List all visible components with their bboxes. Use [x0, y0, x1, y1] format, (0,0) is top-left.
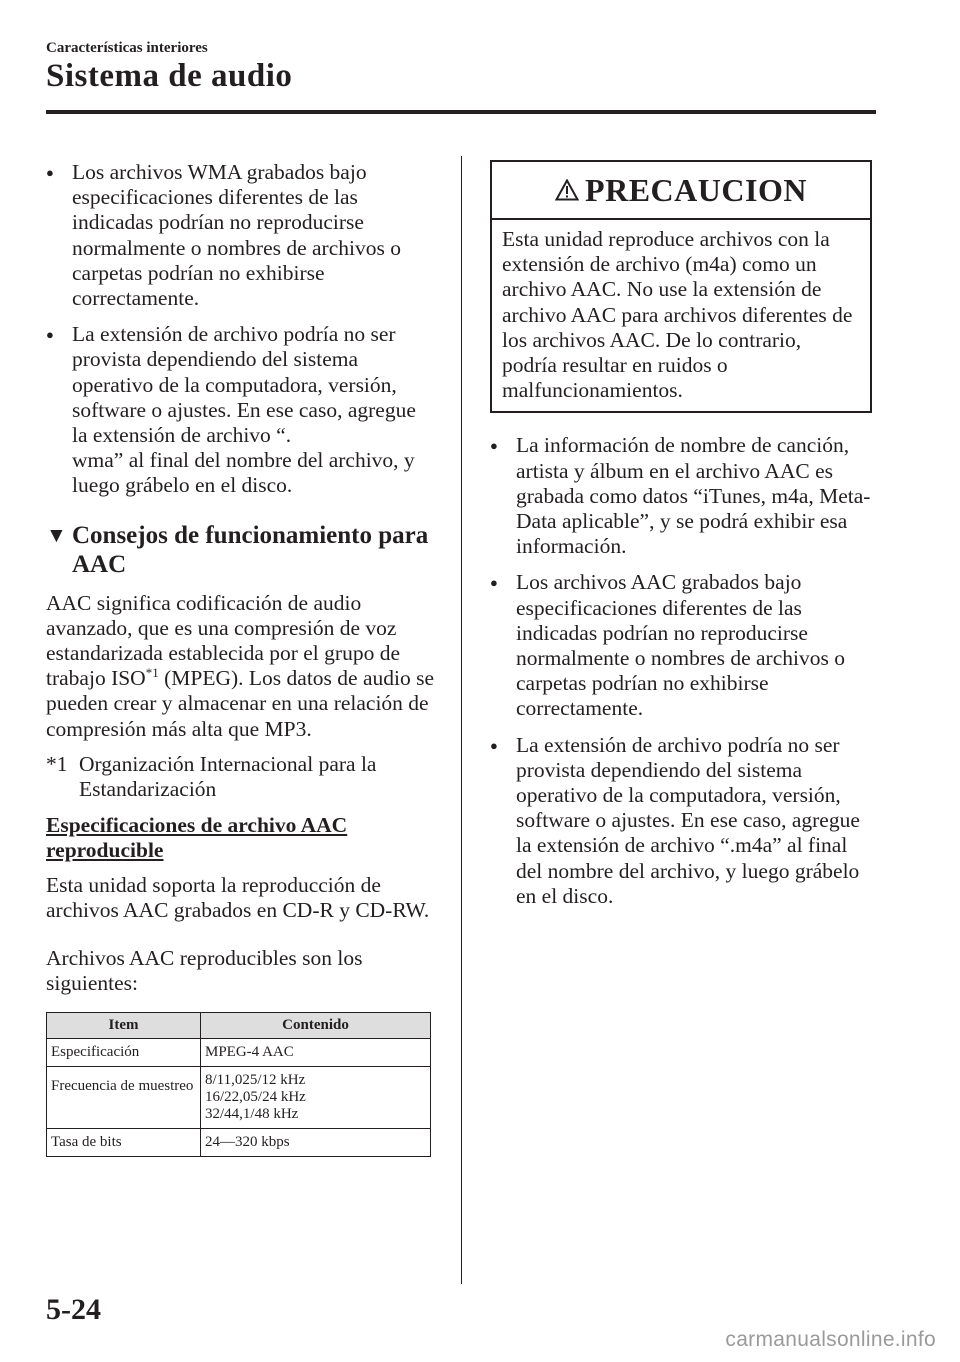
value-line: 16/22,05/24 kHz — [205, 1089, 306, 1106]
left-column — [46, 160, 436, 1157]
footnote-ref: *1 — [145, 665, 159, 681]
page-number: 5-24 — [46, 1293, 101, 1326]
spec-heading: Especificaciones de archivo AAC reproducible — [46, 813, 348, 863]
page-title: Sistema de audio — [46, 58, 293, 94]
bullet-text: Los archivos WMA grabados bajo especificaciones diferentes de las indicadas podrían no reproducirse normalmente o nombres de archivos o carpetas podrían no exhibirse correctamente. — [72, 160, 401, 311]
bullet-item — [46, 322, 436, 448]
aac-intro-part1: AAC significa codificación de audio avanzado, que es una compresión de voz estandarizada establecida por el grupo de trabajo ISO — [46, 590, 400, 691]
spec-table — [46, 1012, 431, 1157]
warning-triangle-icon — [555, 179, 579, 201]
table-row — [47, 1129, 431, 1157]
table-row — [47, 1039, 431, 1067]
bullet-icon: ● — [46, 165, 54, 180]
caution-text: Esta unidad reproduce archivos con la extensión de archivo (m4a) como un archivo AAC. No use la extensión de archivo AAC para archivos diferentes de los archivos AAC. De lo contrario, podría resultar en ruidos o malfuncionamientos. — [502, 227, 853, 403]
watermark: carmanualsonline.info — [725, 1328, 936, 1351]
footnote — [46, 752, 436, 802]
table-cell-item: Tasa de bits — [47, 1129, 201, 1157]
spec-intro: Esta unidad soporta la reproducción de archivos AAC grabados en CD-R y CD-RW. — [46, 873, 430, 923]
bullet-text: La información de nombre de canción, artista y álbum en el archivo AAC es grabada como datos “iTunes, m4a, Meta-Data aplicable”, y se podrá exhibir esa información. — [516, 433, 871, 559]
section-heading-text: Consejos de funcionamiento para AAC — [72, 521, 429, 578]
table-cell-value: MPEG-4 AAC — [201, 1039, 431, 1067]
bullet-item — [490, 570, 876, 721]
table-row — [47, 1067, 431, 1129]
footnote-text: Organización Internacional para la Estandarización — [79, 751, 377, 802]
triangle-down-icon: ▼ — [46, 522, 67, 547]
table-cell-value: 24―320 kbps — [201, 1129, 431, 1157]
bullet-icon: ● — [490, 737, 498, 753]
section-label: Características interiores — [46, 40, 208, 56]
bullet-text: La extensión de archivo podría no ser provista dependiendo del sistema operativo de la computadora, versión, software o ajustes. En ese caso, agregue la extensión de archivo “. — [72, 322, 416, 448]
column-divider — [461, 156, 462, 1284]
table-header-content: Contenido — [201, 1013, 431, 1039]
table-header-row — [47, 1013, 431, 1039]
bullet-continuation: wma” al final del nombre del archivo, y luego grábelo en el disco. — [72, 448, 415, 498]
table-cell-item: Especificación — [47, 1039, 201, 1067]
aac-intro — [46, 591, 436, 742]
section-heading — [46, 521, 436, 579]
title-rule — [46, 110, 876, 114]
footnote-mark: *1 — [46, 751, 68, 776]
bullet-icon: ● — [490, 438, 498, 454]
table-cell-value — [201, 1067, 431, 1129]
caution-header — [492, 162, 870, 220]
caution-title: PRECAUCION — [585, 171, 807, 208]
bullet-item — [490, 433, 876, 559]
list-intro: Archivos AAC reproducibles son los siguientes: — [46, 945, 363, 995]
bullet-icon: ● — [46, 327, 54, 343]
value-line: 8/11,025/12 kHz — [205, 1072, 306, 1089]
bullet-text: Los archivos AAC grabados bajo especificaciones diferentes de las indicadas podrían no reproducirse normalmente o nombres de archivos o carpetas podrían no exhibirse correctamente. — [516, 570, 845, 721]
bullet-icon: ● — [490, 575, 498, 591]
aac-intro-part2: (MPEG). Los datos de audio se pueden crear y almacenar en una relación de compresión más alta que MP3. — [46, 666, 434, 741]
bullet-text: La extensión de archivo podría no ser provista dependiendo del sistema operativo de la computadora, versión, software o ajustes. En ese caso, agregue la extensión de archivo “.m4a” al final del nombre del archivo, y luego grábelo en el disco. — [516, 732, 860, 908]
table-header-item: Item — [47, 1013, 201, 1039]
table-cell-item: Frecuencia de muestreo — [47, 1067, 201, 1129]
bullet-item — [490, 733, 876, 909]
right-column — [490, 160, 876, 909]
bullet-item — [46, 160, 436, 311]
caution-box — [490, 160, 872, 413]
value-line: 32/44,1/48 kHz — [205, 1106, 299, 1123]
